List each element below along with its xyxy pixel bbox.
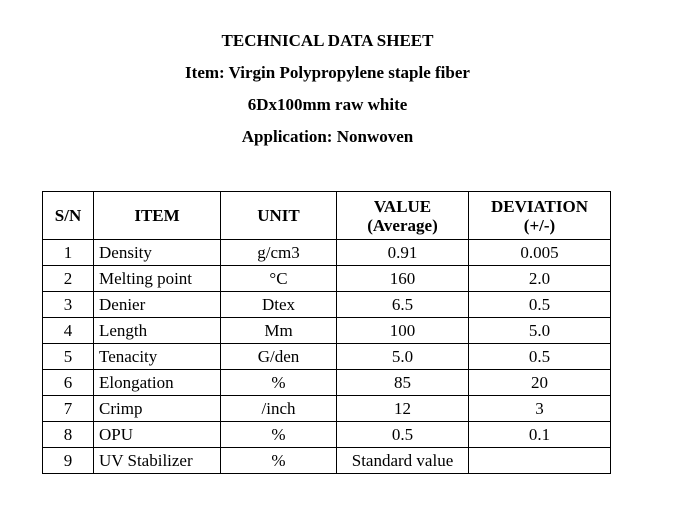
header-unit: UNIT	[221, 192, 337, 240]
cell-item: OPU	[94, 422, 221, 448]
cell-deviation: 3	[469, 396, 611, 422]
cell-deviation	[469, 448, 611, 474]
cell-value: 85	[337, 370, 469, 396]
cell-sn: 9	[43, 448, 94, 474]
table-row	[43, 318, 611, 344]
document-title: TECHNICAL DATA SHEET	[221, 31, 434, 50]
cell-value: 12	[337, 396, 469, 422]
header-deviation	[469, 192, 611, 240]
cell-item: UV Stabilizer	[94, 448, 221, 474]
cell-item: Tenacity	[94, 344, 221, 370]
table-row	[43, 266, 611, 292]
cell-sn: 3	[43, 292, 94, 318]
cell-unit: Mm	[221, 318, 337, 344]
table-row	[43, 344, 611, 370]
cell-value: Standard value	[337, 448, 469, 474]
cell-value: 160	[337, 266, 469, 292]
cell-unit: %	[221, 370, 337, 396]
cell-deviation: 2.0	[469, 266, 611, 292]
cell-item: Length	[94, 318, 221, 344]
spec-table	[42, 191, 611, 474]
cell-deviation: 0.005	[469, 240, 611, 266]
cell-item: Density	[94, 240, 221, 266]
header-deviation-line2: (+/-)	[523, 215, 556, 235]
cell-unit: G/den	[221, 344, 337, 370]
cell-value: 6.5	[337, 292, 469, 318]
table-row	[43, 292, 611, 318]
application-line: Application: Nonwoven	[241, 127, 414, 146]
table-row	[43, 422, 611, 448]
cell-deviation: 0.1	[469, 422, 611, 448]
cell-unit: /inch	[221, 396, 337, 422]
header-value-line1: VALUE	[373, 196, 432, 216]
cell-sn: 7	[43, 396, 94, 422]
cell-sn: 1	[43, 240, 94, 266]
cell-unit: g/cm3	[221, 240, 337, 266]
table-row	[43, 240, 611, 266]
cell-unit: %	[221, 422, 337, 448]
spec-line: 6Dx100mm raw white	[247, 95, 408, 114]
cell-sn: 8	[43, 422, 94, 448]
cell-deviation: 0.5	[469, 344, 611, 370]
header-deviation-line1: DEVIATION	[491, 196, 588, 216]
cell-item: Elongation	[94, 370, 221, 396]
cell-sn: 5	[43, 344, 94, 370]
cell-deviation: 5.0	[469, 318, 611, 344]
header-value	[337, 192, 469, 240]
cell-value: 100	[337, 318, 469, 344]
header-value-line2: (Average)	[367, 215, 438, 235]
cell-unit: %	[221, 448, 337, 474]
cell-deviation: 0.5	[469, 292, 611, 318]
table-row	[43, 448, 611, 474]
cell-item: Denier	[94, 292, 221, 318]
table-row	[43, 370, 611, 396]
table-row	[43, 396, 611, 422]
cell-unit: Dtex	[221, 292, 337, 318]
item-line: Item: Virgin Polypropylene staple fiber	[185, 63, 470, 82]
cell-item: Crimp	[94, 396, 221, 422]
cell-item: Melting point	[94, 266, 221, 292]
cell-value: 0.91	[337, 240, 469, 266]
cell-deviation: 20	[469, 370, 611, 396]
cell-value: 0.5	[337, 422, 469, 448]
header-item: ITEM	[94, 192, 221, 240]
cell-sn: 6	[43, 370, 94, 396]
cell-sn: 2	[43, 266, 94, 292]
header-sn: S/N	[43, 192, 94, 240]
cell-value: 5.0	[337, 344, 469, 370]
cell-unit: °C	[221, 266, 337, 292]
header-row	[43, 192, 611, 240]
cell-sn: 4	[43, 318, 94, 344]
